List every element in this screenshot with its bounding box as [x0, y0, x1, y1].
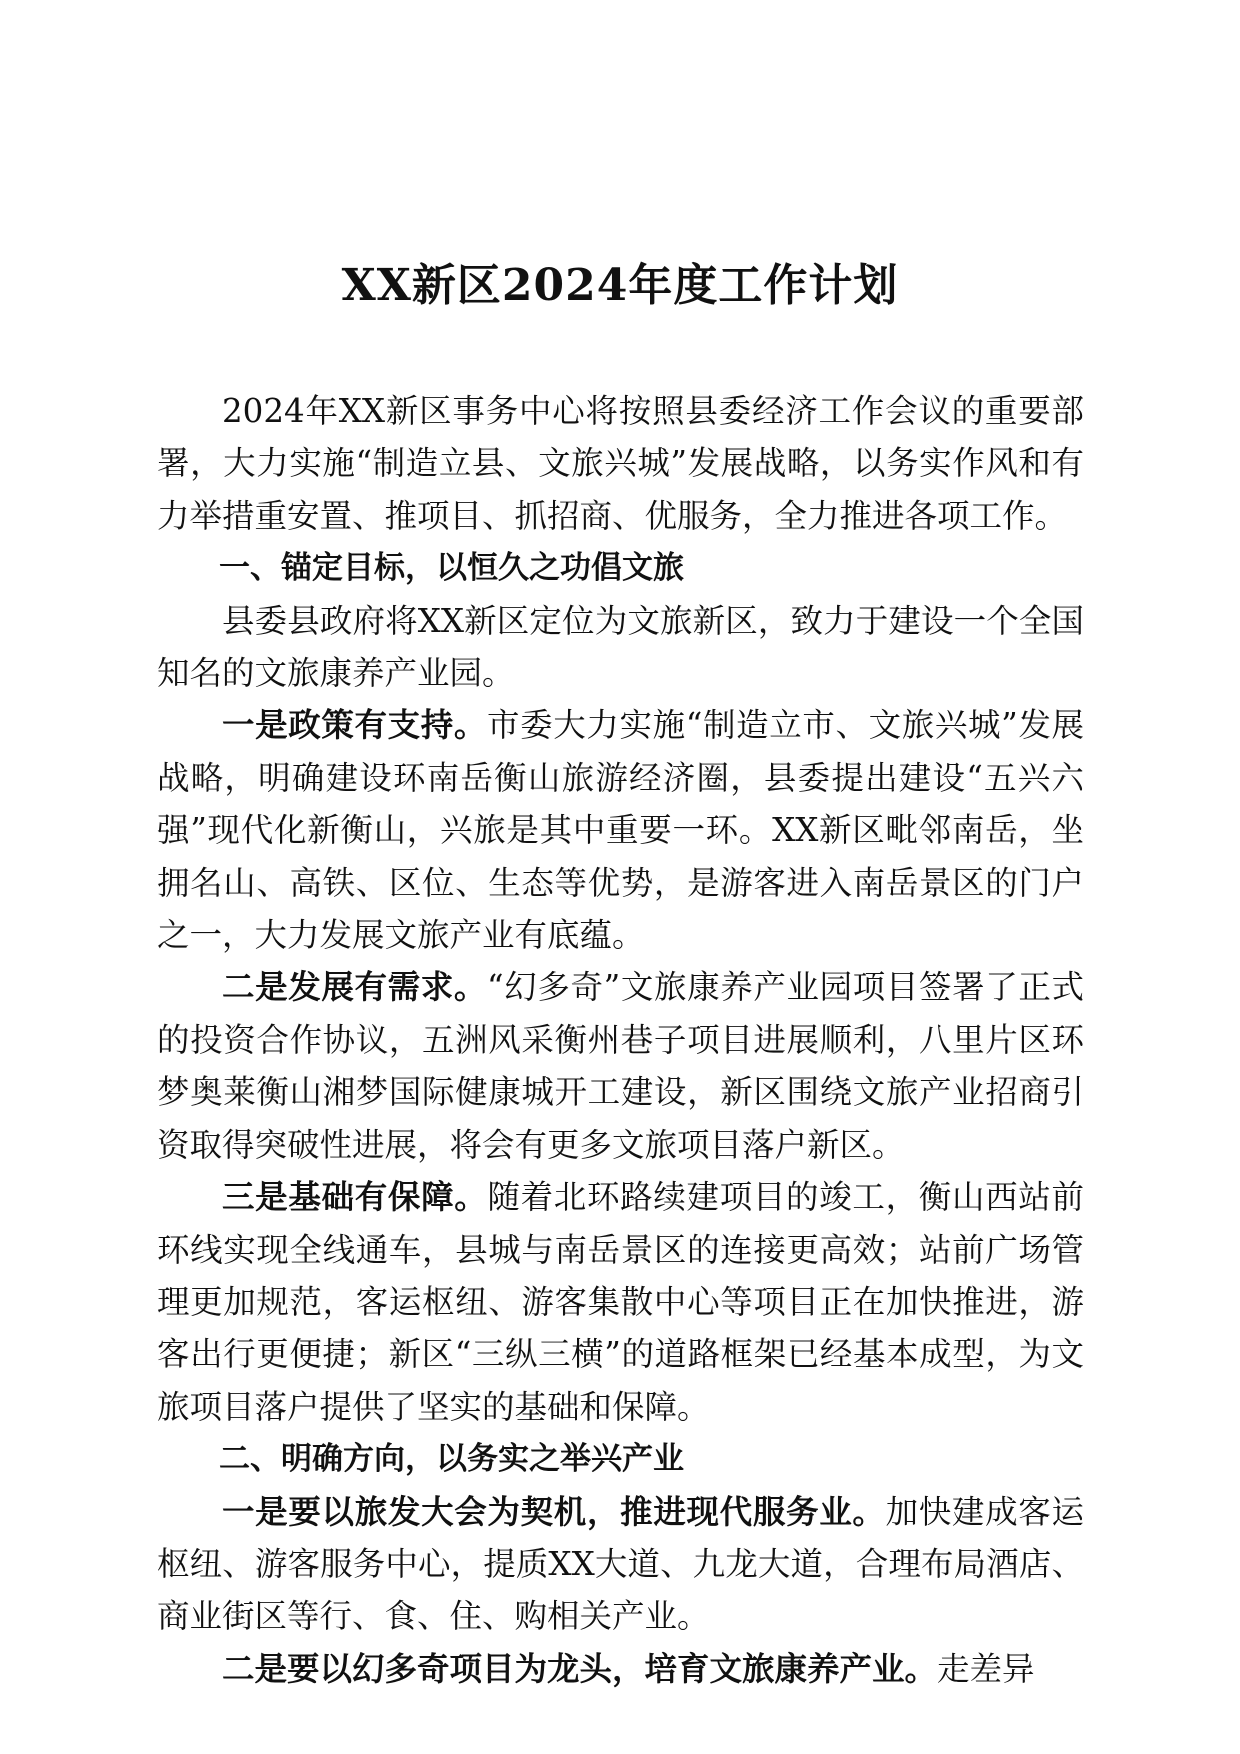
item-lead: 二是要以幻多奇项目为龙头，培育文旅康养产业。	[222, 1648, 938, 1688]
item-text: “幻多奇”文旅康养产业园项目签署了正式的投资合作协议，五洲风采衡州巷子项目进展顺利，八里片区环梦奥莱衡山湘梦国际健康城开工建设，新区围绕文旅产业招商引资取得突破性进展，将会有更多文旅项目落户新区。	[157, 968, 1084, 1164]
item-text: 走差异	[937, 1649, 1035, 1688]
document-title: XX新区2024年度工作计划	[341, 260, 899, 311]
section-1-item-1	[157, 699, 1084, 961]
item-text: 加快建成客运枢纽、游客服务中心，提质XX大道、九龙大道，合理布局酒店、商业街区等行、食、住、购相关产业。	[157, 1492, 1084, 1636]
section-1-intro: 县委县政府将XX新区定位为文旅新区，致力于建设一个全国知名的文旅康养产业园。	[157, 601, 1084, 693]
section-heading-1: 一、锚定目标，以恒久之功倡文旅	[219, 550, 684, 587]
item-text: 市委大力实施“制造立市、文旅兴城”发展战略，明确建设环南岳衡山旅游经济圈，县委提出建设“五兴六强”现代化新衡山，兴旅是其中重要一环。XX新区毗邻南岳，坐拥名山、高铁、区位、生态等优势，是游客进入南岳景区的门户之一，大力发展文旅产业有底蕴。	[157, 706, 1084, 955]
section-1-item-3	[157, 1171, 1084, 1433]
document-body	[157, 385, 1084, 1695]
item-text: 随着北环路续建项目的竣工，衡山西站前环线实现全线通车，县城与南岳景区的连接更高效；站前广场管理更加规范，客运枢纽、游客集散中心等项目正在加快推进，游客出行更便捷；新区“三纵三横”的道路框架已经基本成型，为文旅项目落户提供了坚实的基础和保障。	[157, 1178, 1084, 1426]
item-lead: 一是政策有支持。	[222, 705, 488, 745]
item-lead: 二是发展有需求。	[222, 967, 488, 1007]
item-lead: 一是要以旅发大会为契机，推进现代服务业。	[222, 1491, 886, 1531]
intro-paragraph: 2024年XX新区事务中心将按照县委经济工作会议的重要部署，大力实施“制造立县、文旅兴城”发展战略，以务实作风和有力举措重安置、推项目、抓招商、优服务，全力推进各项工作。	[157, 392, 1084, 535]
section-1-item-2	[157, 961, 1084, 1171]
section-2-item-1	[157, 1486, 1084, 1643]
section-heading-2: 二、明确方向，以务实之举兴产业	[219, 1441, 684, 1478]
item-lead: 三是基础有保障。	[222, 1177, 488, 1217]
section-2-item-2	[157, 1643, 1084, 1695]
